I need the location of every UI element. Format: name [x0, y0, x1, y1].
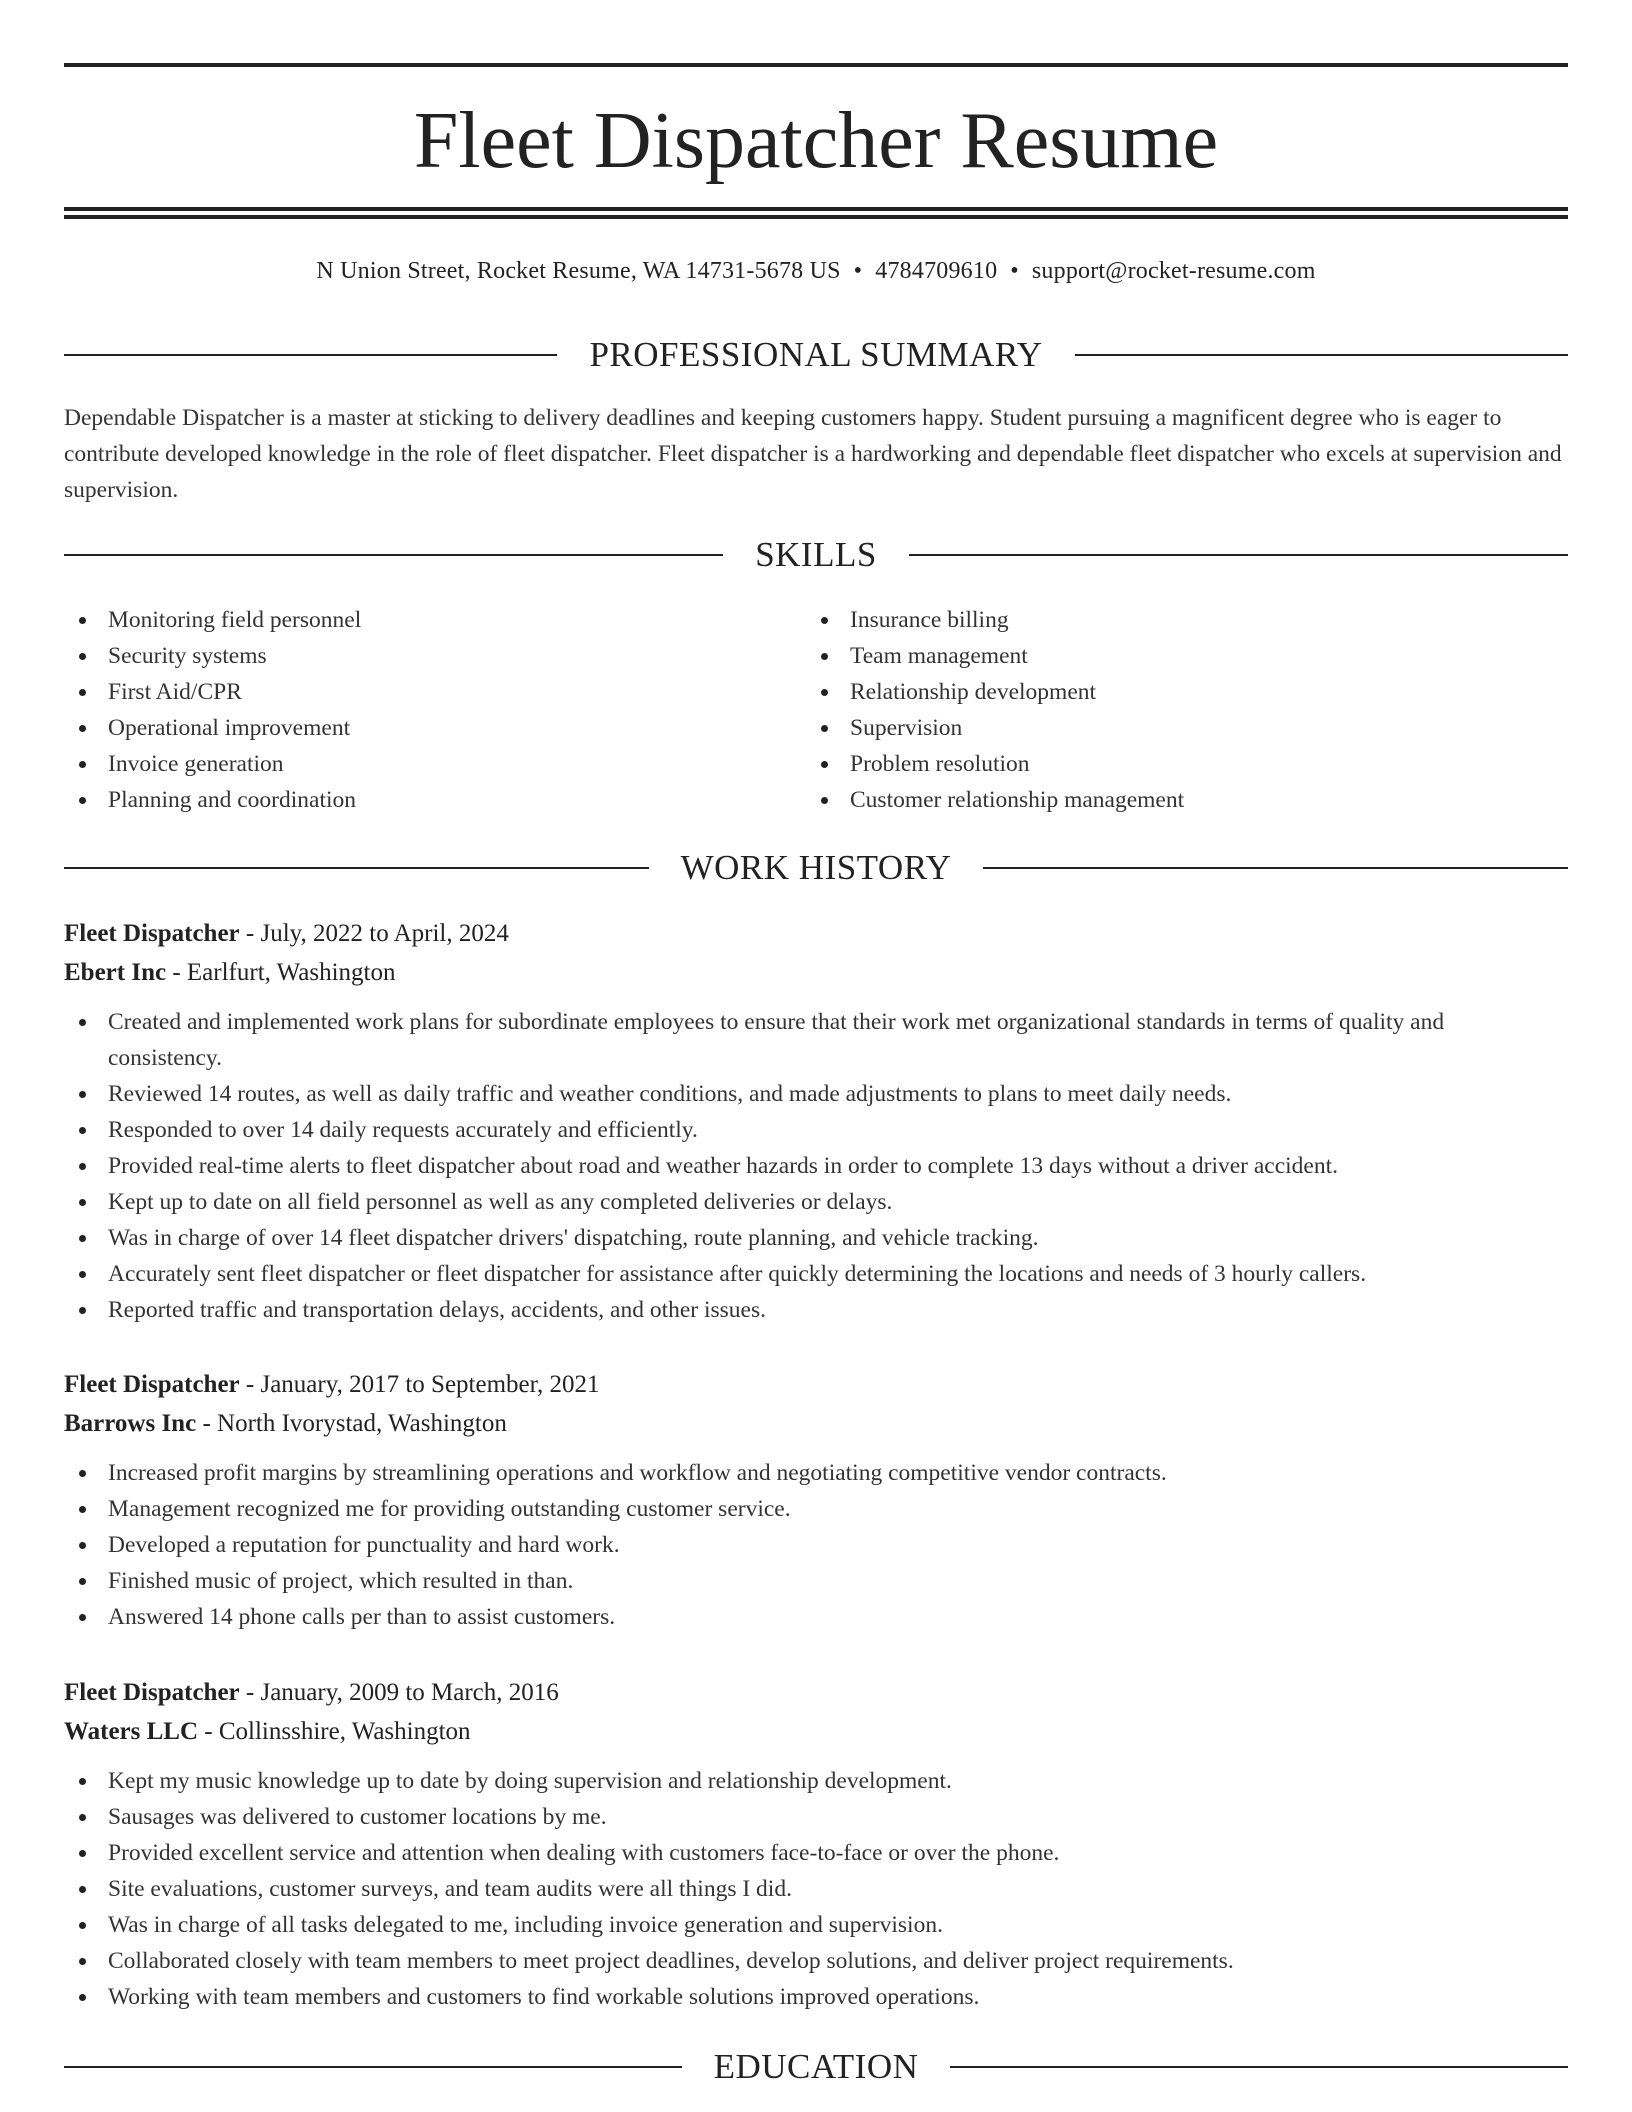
job-bullets [64, 1455, 1568, 1635]
job-bullet: Increased profit margins by streamlining operations and workflow and negotiating competitive vendor contracts. [64, 1455, 1568, 1491]
skills-list-right [806, 602, 1506, 818]
section-title: WORK HISTORY [680, 848, 952, 887]
skill-item: Security systems [64, 638, 764, 674]
job-title: Fleet Dispatcher [64, 1371, 240, 1398]
job-bullet: Site evaluations, customer surveys, and team audits were all things I did. [64, 1871, 1568, 1907]
skill-item: First Aid/CPR [64, 674, 764, 710]
skill-item: Customer relationship management [806, 782, 1506, 818]
heading-rule [64, 867, 649, 869]
job-location: - North Ivorystad, Washington [196, 1410, 507, 1437]
heading-rule [909, 554, 1568, 556]
heading-rule [64, 554, 723, 556]
job-bullet: Management recognized me for providing outstanding customer service. [64, 1491, 1568, 1527]
job-location: - Collinsshire, Washington [198, 1718, 471, 1745]
title-rule-lower [64, 215, 1568, 219]
section-title: SKILLS [755, 535, 877, 574]
job-title: Fleet Dispatcher [64, 1679, 240, 1706]
job-company-line [64, 1404, 1568, 1443]
job-bullet: Answered 14 phone calls per than to assist customers. [64, 1599, 1568, 1635]
contact-email: support@rocket-resume.com [1031, 258, 1316, 284]
heading-rule [983, 867, 1568, 869]
section-title: EDUCATION [713, 2047, 919, 2086]
job-bullet: Was in charge of over 14 fleet dispatcher drivers' dispatching, route planning, and vehicle tracking. [64, 1220, 1568, 1256]
job-bullet: Collaborated closely with team members to meet project deadlines, develop solutions, and deliver project requirements. [64, 1943, 1568, 1979]
job-company-line [64, 953, 1568, 992]
section-heading-summary [64, 333, 1568, 377]
contact-phone: 4784709610 [875, 258, 998, 284]
job-title-line [64, 914, 1568, 953]
skill-item: Supervision [806, 710, 1506, 746]
job-bullet: Was in charge of all tasks delegated to me, including invoice generation and supervision. [64, 1907, 1568, 1943]
section-heading-work-history [64, 846, 1568, 890]
skill-item: Monitoring field personnel [64, 602, 764, 638]
job-company: Waters LLC [64, 1718, 199, 1745]
job-dates: - January, 2009 to March, 2016 [239, 1679, 559, 1706]
job-bullet: Reported traffic and transportation delays, accidents, and other issues. [64, 1292, 1568, 1328]
job-bullet: Finished music of project, which resulted in than. [64, 1563, 1568, 1599]
job-entry [64, 1673, 1568, 2015]
skill-item: Problem resolution [806, 746, 1506, 782]
job-title-line [64, 1365, 1568, 1404]
job-dates: - July, 2022 to April, 2024 [239, 920, 509, 947]
skills-list-left [64, 602, 764, 818]
title-rule-upper [64, 207, 1568, 211]
job-title-line [64, 1673, 1568, 1712]
skill-item: Planning and coordination [64, 782, 764, 818]
section-heading-education [64, 2045, 1568, 2089]
job-company: Barrows Inc [64, 1410, 197, 1437]
job-bullet: Responded to over 14 daily requests accurately and efficiently. [64, 1112, 1568, 1148]
heading-rule [64, 354, 557, 356]
job-entry [64, 1365, 1568, 1635]
heading-rule [950, 2066, 1568, 2068]
top-rule [64, 63, 1568, 67]
job-bullet: Working with team members and customers to find workable solutions improved operations. [64, 1979, 1568, 2015]
job-location: - Earlfurt, Washington [166, 959, 396, 986]
job-title: Fleet Dispatcher [64, 920, 240, 947]
skill-item: Relationship development [806, 674, 1506, 710]
job-bullet: Provided real-time alerts to fleet dispatcher about road and weather hazards in order to complete 13 days without a driver accident. [64, 1148, 1568, 1184]
contact-line [0, 254, 1632, 288]
job-company-line [64, 1712, 1568, 1751]
job-dates: - January, 2017 to September, 2021 [239, 1371, 600, 1398]
contact-separator: • [1010, 258, 1019, 284]
heading-rule [64, 2066, 682, 2068]
section-heading-skills [64, 533, 1568, 577]
summary-text: Dependable Dispatcher is a master at sticking to delivery deadlines and keeping customers happy. Student pursuing a magnificent degree who is eager to contribute developed knowledge in the role of fleet dispatcher. Fleet dispatcher is a hardworking and dependable fleet dispatcher who excels at supervision and supervision. [64, 405, 1562, 503]
contact-separator: • [853, 258, 863, 284]
skill-item: Team management [806, 638, 1506, 674]
contact-address: N Union Street, Rocket Resume, WA 14731-5678 US [316, 258, 841, 284]
job-entry [64, 914, 1568, 1328]
job-bullets [64, 1763, 1568, 2015]
job-company: Ebert Inc [64, 959, 167, 986]
page-title: Fleet Dispatcher Resume [413, 97, 1219, 185]
job-bullet: Accurately sent fleet dispatcher or fleet dispatcher for assistance after quickly determining the locations and needs of 3 hourly callers. [64, 1256, 1568, 1292]
job-bullet: Sausages was delivered to customer locations by me. [64, 1799, 1568, 1835]
job-bullet: Reviewed 14 routes, as well as daily traffic and weather conditions, and made adjustments to plans to meet daily needs. [64, 1076, 1568, 1112]
heading-rule [1075, 354, 1568, 356]
job-bullet: Kept my music knowledge up to date by doing supervision and relationship development. [64, 1763, 1568, 1799]
job-bullet: Kept up to date on all field personnel as well as any completed deliveries or delays. [64, 1184, 1568, 1220]
skill-item: Invoice generation [64, 746, 764, 782]
job-bullets [64, 1004, 1568, 1328]
job-bullet: Created and implemented work plans for subordinate employees to ensure that their work met organizational standards in terms of quality and consistency. [64, 1004, 1568, 1076]
skill-item: Insurance billing [806, 602, 1506, 638]
section-title: PROFESSIONAL SUMMARY [589, 335, 1043, 374]
job-bullet: Provided excellent service and attention when dealing with customers face-to-face or over the phone. [64, 1835, 1568, 1871]
job-bullet: Developed a reputation for punctuality and hard work. [64, 1527, 1568, 1563]
skill-item: Operational improvement [64, 710, 764, 746]
